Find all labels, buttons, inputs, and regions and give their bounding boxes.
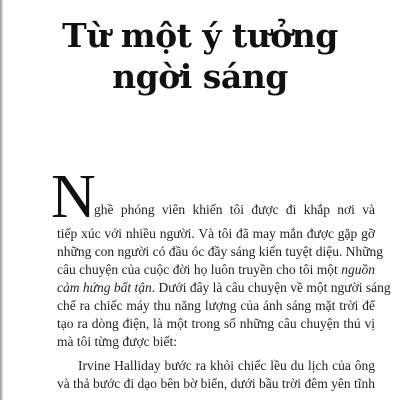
paragraph-2-line-2: và thả bước đi dạo bên bờ biển, dưới bầu trời đêm yên tĩnh <box>57 376 375 391</box>
chapter-title-line-2: ngời sáng <box>112 57 288 96</box>
paragraph-1-line-3: những con người có đầu óc đầy sáng kiến tuyệt diệu. Những <box>57 244 384 259</box>
paragraph-1-line-4-text: câu chuyện của cuộc đời họ luôn truyền cho tôi một <box>57 262 342 277</box>
paragraph-1-line-6: chế ra chiếc máy thu năng lượng của ánh sáng mặt trời để <box>57 298 375 313</box>
chapter-title-line-1: Từ một ý tưởng <box>62 16 338 55</box>
paragraph-1-line-7: tạo ra dòng điện, là một trong số những câu chuyện thú vị <box>57 316 375 331</box>
paragraph-1-line-8: mà tôi từng được biết: <box>57 334 178 349</box>
paragraph-1-line-5-text: . Dưới đây là câu chuyện về một người sáng <box>151 280 391 295</box>
paragraph-2-line-1: Irvine Halliday bước ra khỏi chiếc lều du lịch của ông <box>78 358 375 373</box>
paragraph-1-line-4 <box>57 262 375 278</box>
paragraph-1-line-4-italic: nguồn <box>341 262 375 277</box>
paragraph-1-line-5-italic: cảm hứng bất tận <box>57 280 152 295</box>
paragraph-1-line-1: ghề phóng viên khiến tôi được đi khắp nơi và <box>94 202 375 217</box>
paragraph-1-line-5 <box>57 280 391 296</box>
paragraph-1-line-2: tiếp xúc với nhiều người. Và tôi đã may mắn được gặp gỡ <box>57 226 375 241</box>
drop-cap: N <box>51 163 96 231</box>
